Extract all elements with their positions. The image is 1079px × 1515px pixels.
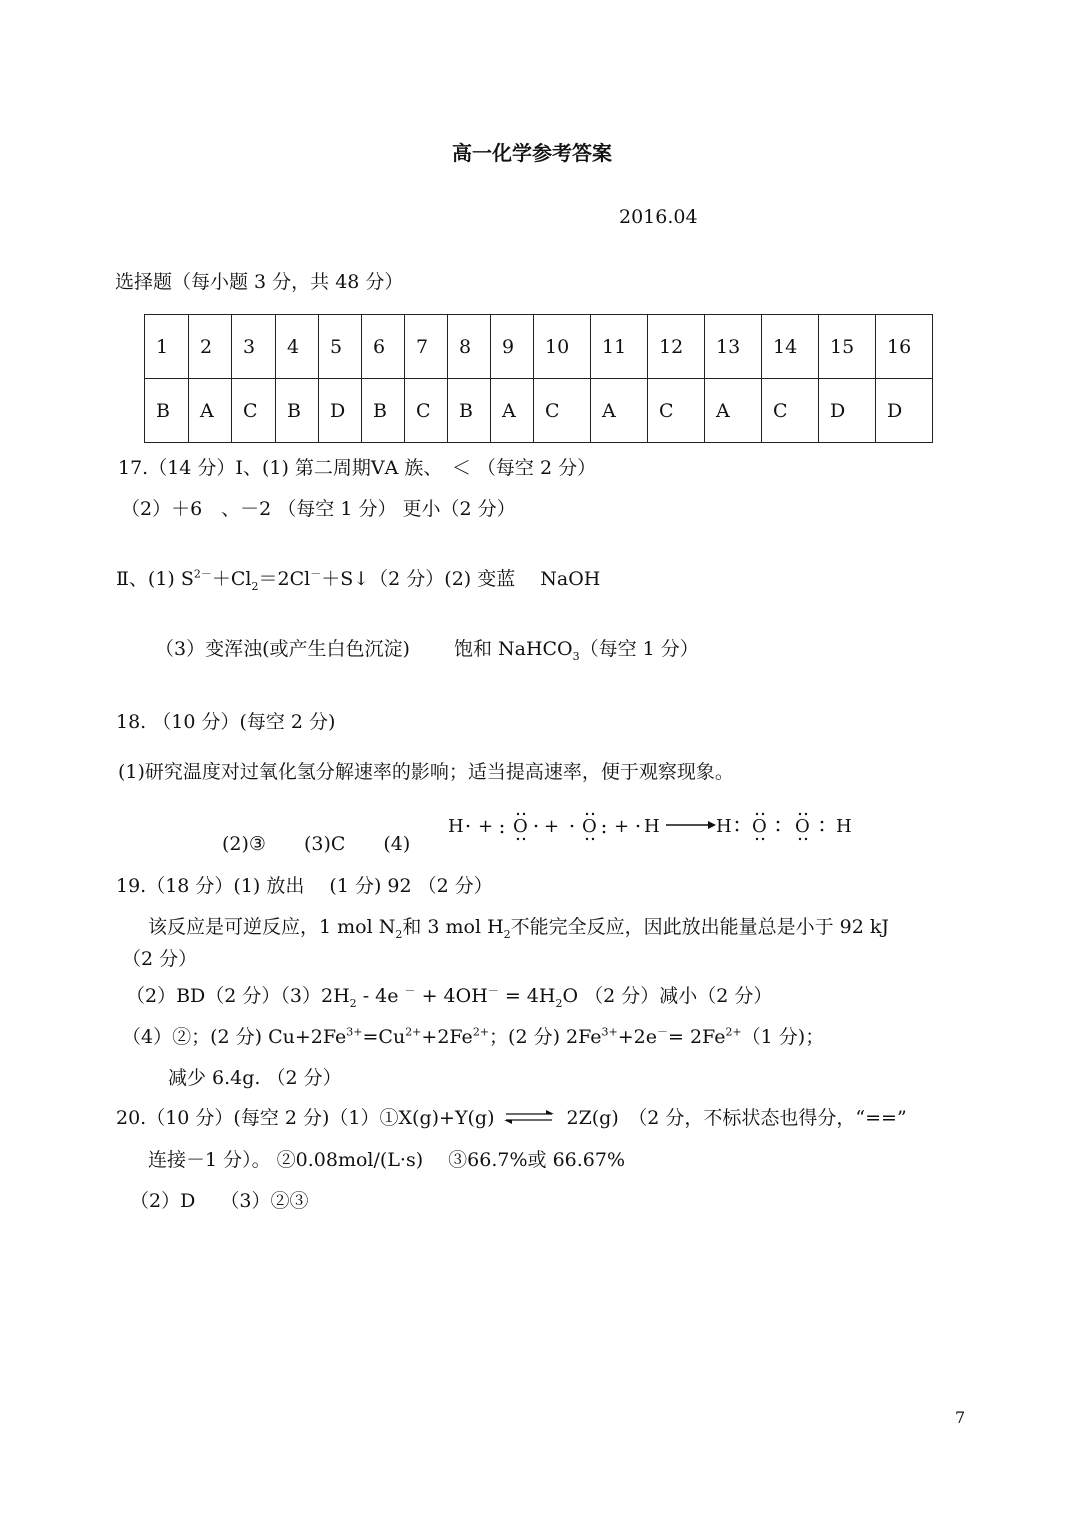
table-cell: B (362, 379, 405, 443)
svg-text:H: H (644, 816, 660, 837)
answer-table (144, 314, 933, 443)
q17-line4: （3）变浑浊(或产生白色沉淀) 饱和 NaHCO$_3$（每空 1 分） (155, 638, 699, 663)
svg-text:+: + (544, 816, 560, 837)
table-cell: A (189, 379, 232, 443)
page-title: 高一化学参考答案 (452, 141, 612, 165)
q19-line6: 减少 6.4g. （2 分） (168, 1067, 342, 1089)
table-row-numbers (145, 315, 933, 379)
table-cell: 9 (491, 315, 534, 379)
table-cell: 10 (534, 315, 591, 379)
table-cell: B (448, 379, 491, 443)
q19-line4: （2）BD（2 分）$(3)2H_2 - 4e$ $^- + 4OH^- = 4H_2O$ （2 分）减小（2 分） (126, 984, 773, 1010)
table-cell: D (876, 379, 933, 443)
table-cell: 4 (276, 315, 319, 379)
q20-line1: 20.（10 分）(每空 2 分)（1）①X(g)+Y(g) 2Z(g) （2 分，不标状态也得分，“==” (116, 1107, 907, 1129)
electron-dot-equation (446, 808, 856, 848)
svg-text:+: + (614, 816, 630, 837)
table-cell: B (145, 379, 189, 443)
table-cell: 13 (705, 315, 762, 379)
table-cell: A (591, 379, 648, 443)
table-cell: 1 (145, 315, 189, 379)
table-cell: C (232, 379, 276, 443)
table-cell: 7 (405, 315, 448, 379)
table-cell: D (319, 379, 362, 443)
page-number: 7 (955, 1408, 966, 1427)
table-cell: 14 (762, 315, 819, 379)
q19-line5: （4）②；(2 分) $Cu+2Fe^{3+}=Cu^{2+}+2Fe^{2+}$；(2 分) $2Fe^{3+}+2e^-= 2Fe^{2+}(1$ 分)； (122, 1025, 825, 1048)
table-cell: 5 (319, 315, 362, 379)
svg-text:O: O (582, 816, 597, 837)
table-row-answers (145, 379, 933, 443)
table-cell: 16 (876, 315, 933, 379)
svg-text:H: H (448, 816, 464, 837)
table-cell: A (705, 379, 762, 443)
table-cell: C (648, 379, 705, 443)
svg-text:H: H (716, 816, 732, 837)
q18-line1: 18. （10 分）(每空 2 分) (116, 711, 336, 733)
q19-line3: （2 分） (122, 948, 198, 970)
equilibrium-arrow-icon (500, 1107, 560, 1127)
svg-text:+: + (478, 816, 494, 837)
table-cell: 3 (232, 315, 276, 379)
table-cell: B (276, 379, 319, 443)
svg-text:O: O (513, 816, 528, 837)
date: 2016.04 (619, 206, 698, 228)
table-cell: 8 (448, 315, 491, 379)
q17-line3: Ⅱ、(1) $S^{2-}+Cl_2=2Cl^-+S↓(2$ 分）(2) 变蓝 NaOH (116, 567, 601, 593)
table-cell: 15 (819, 315, 876, 379)
q19-line1: 19.（18 分）(1) 放出 (1 分) 92 （2 分） (116, 875, 493, 897)
electron-dot-diagram (446, 808, 856, 848)
q17-line1: 17.（14 分）Ⅰ、(1) 第二周期ⅤA 族、 ＜ （每空 2 分） (118, 457, 597, 479)
table-cell: 11 (591, 315, 648, 379)
q17-line2: （2）＋6 、－2 （每空 1 分） 更小（2 分） (121, 498, 516, 520)
table-cell: A (491, 379, 534, 443)
table-cell: 6 (362, 315, 405, 379)
q20-line2: 连接－1 分）。 ②0.08mol/(L·s) ③66.7%或 66.67% (148, 1149, 626, 1171)
table-cell: C (534, 379, 591, 443)
svg-text:O: O (752, 816, 767, 837)
table-cell: 12 (648, 315, 705, 379)
q18-line3: (2)③ (3)C (4) (222, 833, 411, 855)
q18-line2: (1)研究温度对过氧化氢分解速率的影响；适当提高速率，便于观察现象。 (118, 761, 734, 783)
choice-header: 选择题（每小题 3 分，共 48 分） (115, 271, 404, 293)
table-cell: C (405, 379, 448, 443)
table-cell: C (762, 379, 819, 443)
table-cell: 2 (189, 315, 232, 379)
q20-line3: （2）D （3）②③ (130, 1190, 309, 1212)
svg-text:H: H (836, 816, 852, 837)
svg-text:O: O (795, 816, 810, 837)
table-cell: D (819, 379, 876, 443)
q19-line2: 该反应是可逆反应，1 mol $N_2$和 3 mol $H_2$不能完全反应，因此放出能量总是小于 92 kJ (148, 916, 890, 941)
